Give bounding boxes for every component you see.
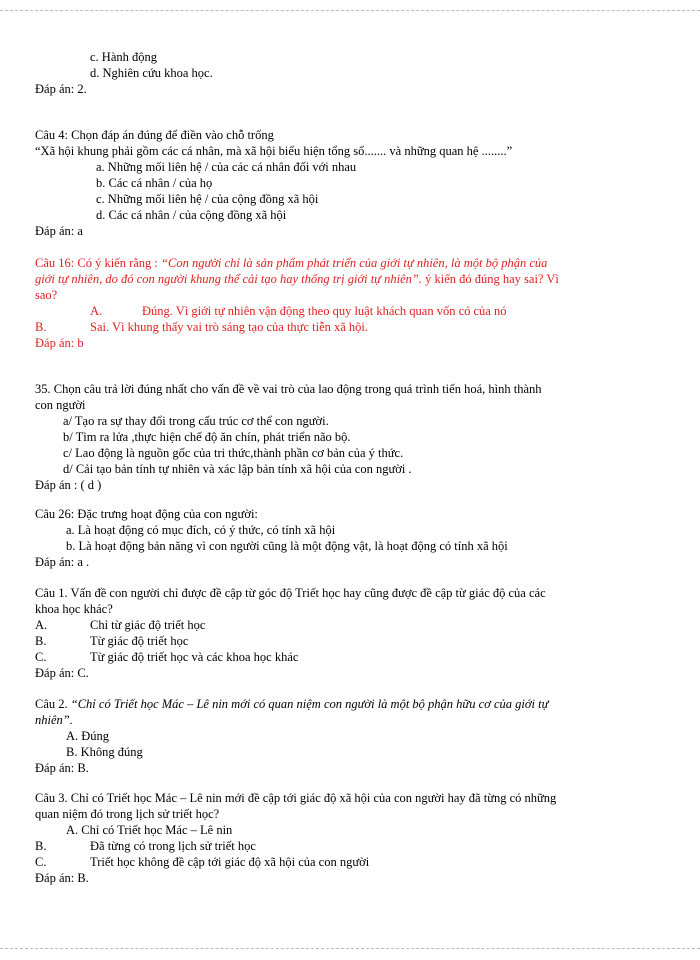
question-1-option-b-text: Từ giác độ triết học: [90, 634, 189, 648]
question-35-line2: con người: [35, 398, 86, 412]
option-c: c. Hành động: [90, 50, 157, 64]
question-35-answer: Đáp án : ( d ): [35, 478, 102, 492]
question-16-option-b-text: Sai. Vì khung thấy vai trò sáng tạo của thực tiễn xã hội.: [90, 320, 369, 334]
question-16-line3: sao?: [35, 288, 58, 302]
question-1-option-b-label: B.: [35, 634, 47, 648]
answer-line: Đáp án: 2.: [35, 82, 87, 96]
question-3-option-c-label: C.: [35, 855, 47, 869]
question-16-prefix: Câu 16: Có ý kiến rằng :: [35, 256, 162, 270]
question-2-option-b: B. Không đúng: [66, 745, 143, 759]
question-26-option-a: a. Là hoạt động có mục đích, có ý thức, có tính xã hội: [66, 523, 336, 537]
question-4-option-a: a. Những mối liên hệ / của các cá nhân đối với nhau: [96, 160, 357, 174]
question-35-option-a: a/ Tạo ra sự thay đổi trong cấu trúc cơ thể con người.: [63, 414, 329, 428]
question-16-suffix: ý kiến đó đúng hay sai? Vì: [421, 272, 559, 286]
question-3-answer: Đáp án: B.: [35, 871, 89, 885]
question-4-option-c: c. Những mối liên hệ / của cộng đồng xã hội: [96, 192, 319, 206]
question-3-option-b-text: Đã từng có trong lịch sử triết học: [90, 839, 256, 853]
question-16-option-b-label: B.: [35, 320, 47, 334]
page-break-line-bottom: [0, 948, 700, 949]
question-2-option-a: A. Đúng: [66, 729, 110, 743]
question-2-quote: “Chỉ có Triết học Mác – Lê nin mới có quan niệm con người là một bộ phận hữu cơ của giới tự: [70, 697, 549, 711]
question-26-answer: Đáp án: a .: [35, 555, 90, 569]
question-2-answer: Đáp án: B.: [35, 761, 89, 775]
question-16-option-a-label: A.: [90, 304, 103, 318]
question-35-option-d: d/ Cải tạo bản tính tự nhiên và xác lập bản tính xã hội của con người .: [63, 462, 412, 476]
question-16-line2: [35, 272, 559, 287]
question-2-line2: nhiên”.: [35, 713, 73, 727]
question-16-answer: Đáp án: b: [35, 336, 84, 350]
question-1-option-a-text: Chỉ từ giác độ triết học: [90, 618, 206, 632]
question-1-line2: khoa học khác?: [35, 602, 113, 616]
option-d: d. Nghiên cứu khoa học.: [90, 66, 213, 80]
question-16-quote-cont: giới tự nhiên, do đó con người khung thể cải tạo hay thống trị giới tự nhiên”.: [35, 272, 422, 286]
question-4-stem: “Xã hội khung phải gồm các cá nhân, mà xã hội biểu hiện tổng số....... và những quan hệ ........”: [35, 144, 513, 158]
question-3-option-b-label: B.: [35, 839, 47, 853]
question-16-quote: “Con người chỉ là sản phẩm phát triển của giới tự nhiên, là một bộ phận của: [161, 256, 548, 270]
question-3-line1: Câu 3. Chỉ có Triết học Mác – Lê nin mới đề cập tới giác độ xã hội của con người hay đã từng có những: [35, 791, 557, 805]
question-16-option-a-text: Đúng. Vì giới tự nhiên vận động theo quy luật khách quan vốn có của nó: [142, 304, 507, 318]
question-1-option-c-text: Từ giác độ triết học và các khoa học khác: [90, 650, 299, 664]
question-4-option-b: b. Các cá nhân / của họ: [96, 176, 213, 190]
question-35-option-c: c/ Lao động là nguồn gốc của tri thức,thành phần cơ bản của ý thức.: [63, 446, 404, 460]
question-3-option-c-text: Triết học không đề cập tới giác độ xã hội của con người: [90, 855, 370, 869]
question-4-answer: Đáp án: a: [35, 224, 83, 238]
question-1-line1: Câu 1. Vấn đề con người chỉ được đề cập từ góc độ Triết học hay cũng được đề cập từ giác độ của các: [35, 586, 546, 600]
page-break-line-top: [0, 10, 700, 11]
question-1-option-a-label: A.: [35, 618, 48, 632]
question-26-option-b: b. Là hoạt động bản năng vì con người cũng là một động vật, là hoạt động có tính xã hội: [66, 539, 508, 553]
question-2-line1: [35, 697, 548, 712]
question-3-option-a: A. Chỉ có Triết học Mác – Lê nin: [66, 823, 233, 837]
question-35-option-b: b/ Tìm ra lửa ,thực hiện chế độ ăn chín, phát triển não bộ.: [63, 430, 351, 444]
question-16-line1: [35, 256, 547, 271]
question-2-prefix: Câu 2.: [35, 697, 71, 711]
question-4-title: Câu 4: Chọn đáp án đúng để điền vào chỗ trống: [35, 128, 274, 142]
question-1-option-c-label: C.: [35, 650, 47, 664]
question-35-line1: 35. Chọn câu trả lời đúng nhất cho vấn đề về vai trò của lao động trong quá trình tiến hoá, hình thành: [35, 382, 542, 396]
question-26-title: Câu 26: Đặc trưng hoạt động của con người:: [35, 507, 258, 521]
question-3-line2: quan niệm đó trong lịch sử triết học?: [35, 807, 220, 821]
question-4-option-d: d. Các cá nhân / của cộng đồng xã hội: [96, 208, 287, 222]
question-1-answer: Đáp án: C.: [35, 666, 89, 680]
